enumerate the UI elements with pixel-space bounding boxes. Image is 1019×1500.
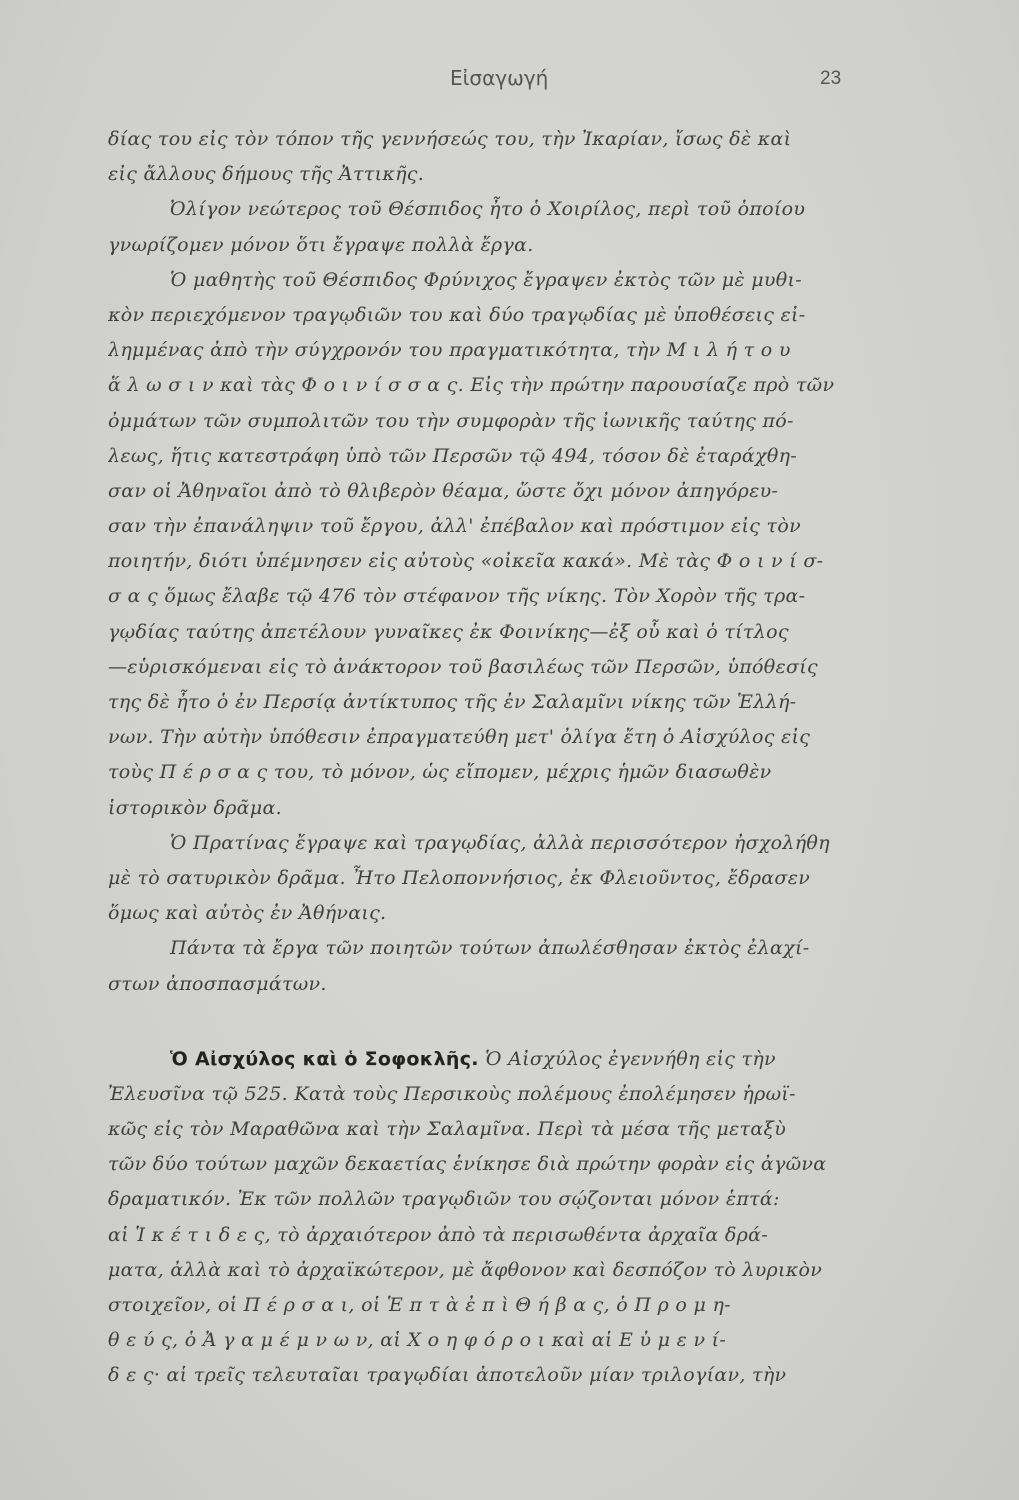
text-line: τοὺς Π έ ρ σ α ς του, τὸ μόνον, ὡς εἴπομεν, μέχρις ἡμῶν διασωθὲν	[108, 761, 772, 784]
text-line: τῶν δύο τούτων μαχῶν δεκαετίας ἐνίκησε διὰ πρώτην φορὰν εἰς ἀγῶνα	[108, 1153, 827, 1176]
text-line: κὸν περιεχόμενον τραγῳδιῶν του καὶ δύο τραγῳδίας μὲ ὑποθέσεις εἰ-	[108, 303, 806, 326]
text-line: στων ἀποσπασμάτων.	[108, 972, 327, 995]
running-title: Εἰσαγωγή	[450, 66, 549, 90]
text-line: σαν τὴν ἐπανάληψιν τοῦ ἔργου, ἀλλ' ἐπέβαλον καὶ πρόστιμον εἰς τὸν	[108, 515, 801, 538]
text-line: ἅ λ ω σ ι ν καὶ τὰς Φ ο ι ν ί σ σ α ς. Εἰς τὴν πρώτην παρουσίαζε πρὸ τῶν	[108, 374, 835, 397]
text-line: Ἐλευσῖνα τῷ 525. Κατὰ τοὺς Περσικοὺς πολέμους ἐπολέμησεν ἡρωϊ-	[108, 1082, 796, 1105]
text-line: δ ε ς· αἱ τρεῖς τελευταῖαι τραγῳδίαι ἀποτελοῦν μίαν τριλογίαν, τὴν	[108, 1364, 787, 1387]
text-line: λημμένας ἀπὸ τὴν σύγχρονόν του πραγματικότητα, τὴν Μ ι λ ή τ ο υ	[108, 339, 791, 362]
text-line: ὀμμάτων τῶν συμπολιτῶν του τὴν συμφορὰν τῆς ἰωνικῆς ταύτης πό-	[108, 409, 794, 432]
section-heading: Ὁ Αἰσχύλος καὶ ὁ Σοφοκλῆς.	[170, 1047, 479, 1070]
text-line: δίας του εἰς τὸν τόπον τῆς γεννήσεώς του, τὴν Ἰκαρίαν, ἴσως δὲ καὶ	[108, 128, 792, 150]
text-line: Πάντα τὰ ἔργα τῶν ποιητῶν τούτων ἀπωλέσθησαν ἐκτὸς ἐλαχί-	[170, 937, 810, 960]
text-line: στοιχεῖον, οἱ Π έ ρ σ α ι, οἱ Ἑ π τ ὰ ἐ π ὶ Θ ή β α ς, ὁ Π ρ ο μ η-	[108, 1294, 731, 1316]
text-line: γνωρίζομεν μόνον ὅτι ἔγραψε πολλὰ ἔργα.	[108, 233, 534, 256]
text-line: ματα, ἀλλὰ καὶ τὸ ἀρχαϊκώτερον, μὲ ἄφθονον καὶ δεσπόζον τὸ λυρικὸν	[108, 1258, 823, 1281]
text-line: της δὲ ἦτο ὁ ἐν Περσίᾳ ἀντίκτυπος τῆς ἐν Σαλαμῖνι νίκης τῶν Ἑλλή-	[108, 691, 797, 713]
section-first-line-text: Ὁ Αἰσχύλος ἐγεννήθη εἰς τὴν	[485, 1047, 776, 1070]
text-line: δραματικόν. Ἐκ τῶν πολλῶν τραγῳδιῶν του σῴζονται μόνον ἑπτά:	[108, 1188, 780, 1211]
section-first-line	[108, 1042, 876, 1077]
text-line: Ὁ Πρατίνας ἔγραψε καὶ τραγῳδίας, ἀλλὰ περισσότερον ἠσχολήθη	[170, 831, 830, 854]
page-number: 23	[820, 68, 842, 89]
text-line: κῶς εἰς τὸν Μαραθῶνα καὶ τὴν Σαλαμῖνα. Περὶ τὰ μέσα τῆς μεταξὺ	[108, 1118, 787, 1141]
section-gap	[108, 1002, 876, 1042]
text-line: σαν οἱ Ἀθηναῖοι ἀπὸ τὸ θλιβερὸν θέαμα, ὥστε ὄχι μόνον ἀπηγόρευ-	[108, 479, 779, 502]
text-line: εἰς ἄλλους δήμους τῆς Ἀττικῆς.	[108, 163, 425, 186]
text-line: θ ε ύ ς, ὁ Ἀ γ α μ έ μ ν ω ν, αἱ Χ ο η φ ό ρ ο ι καὶ αἱ Ε ὐ μ ε ν ί-	[108, 1329, 727, 1352]
body-text	[108, 122, 876, 1394]
text-line: σ α ς ὅμως ἔλαβε τῷ 476 τὸν στέφανον τῆς νίκης. Τὸν Χορὸν τῆς τρα-	[108, 585, 806, 608]
text-line: Ὀλίγον νεώτερος τοῦ Θέσπιδος ἦτο ὁ Χοιρίλος, περὶ τοῦ ὁποίου	[170, 198, 806, 221]
text-line: νων. Τὴν αὐτὴν ὑπόθεσιν ἐπραγματεύθη μετ' ὀλίγα ἔτη ὁ Αἰσχύλος εἰς	[108, 726, 811, 749]
text-line: μὲ τὸ σατυρικὸν δρᾶμα. Ἦτο Πελοποννήσιος, ἐκ Φλειοῦντος, ἔδρασεν	[108, 866, 811, 889]
text-line: —εὑρισκόμεναι εἰς τὸ ἀνάκτορον τοῦ βασιλέως τῶν Περσῶν, ὑπόθεσίς	[108, 655, 818, 678]
text-line: Ὁ μαθητὴς τοῦ Θέσπιδος Φρύνιχος ἔγραψεν ἐκτὸς τῶν μὲ μυθι-	[170, 268, 802, 291]
text-line: αἱ Ἱ κ έ τ ι δ ε ς, τὸ ἀρχαιότερον ἀπὸ τὰ περισωθέντα ἀρχαῖα δρά-	[108, 1223, 768, 1246]
text-line: ὅμως καὶ αὐτὸς ἐν Ἀθήναις.	[108, 902, 387, 925]
page-header	[0, 60, 1019, 100]
text-line: λεως, ἥτις κατεστράφη ὑπὸ τῶν Περσῶν τῷ 494, τόσον δὲ ἐταράχθη-	[108, 444, 797, 467]
text-line: ποιητήν, διότι ὑπέμνησεν εἰς αὐτοὺς «οἰκεῖα κακά». Μὲ τὰς Φ ο ι ν ί σ-	[108, 550, 824, 573]
text-line: γῳδίας ταύτης ἀπετέλουν γυναῖκες ἐκ Φοινίκης—ἐξ οὗ καὶ ὁ τίτλος	[108, 620, 789, 643]
text-line: ἱστορικὸν δρᾶμα.	[108, 796, 282, 819]
